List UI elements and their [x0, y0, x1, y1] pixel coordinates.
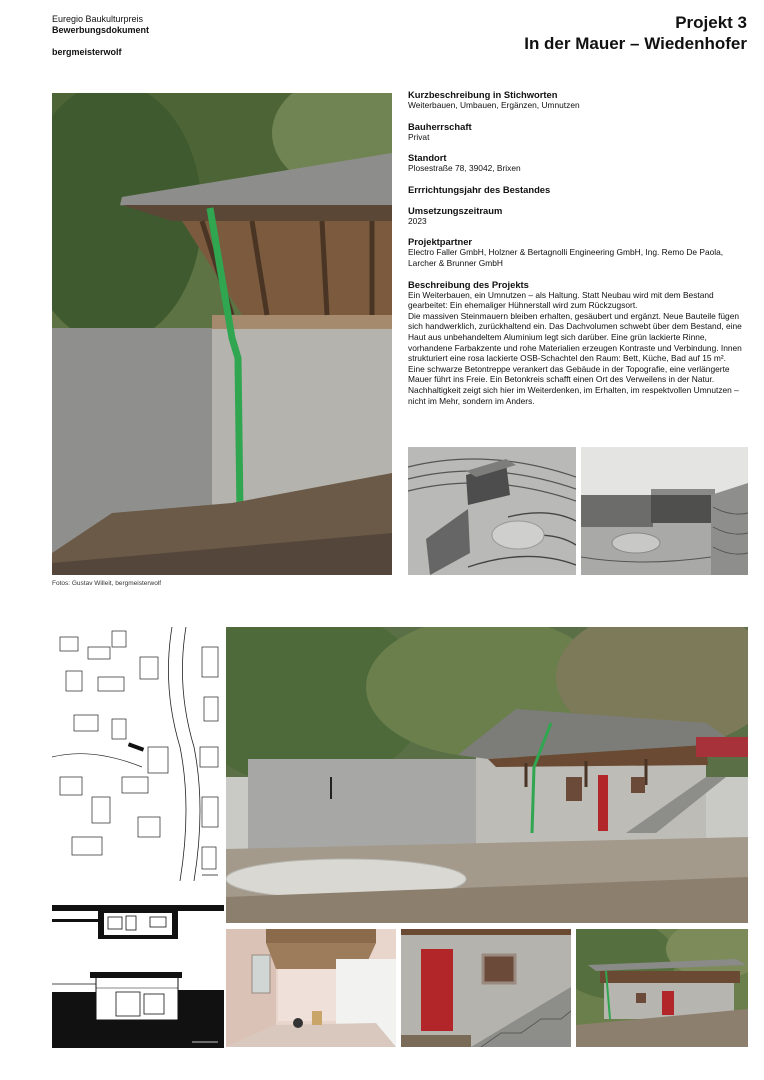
keywords-label: Kurzbeschreibung in Stichworten [408, 89, 558, 100]
section-drawing [52, 966, 224, 1048]
description-paragraph-2: Die massiven Steinmauern bleiben erhalten, gesäubert und ergänzt. Neue Bauteile fügen sich handwerklich, zurückhaltend ein. Das Dachvolumen schwebt über dem Bestand, eine Haut aus unbehandeltem Aluminium legt sich darüber. Eine grün lackierte Rinne, vorhandene Farbakzente und rohe Materialien erzeugen Kontraste und Verbindung. Innen strukturiert eine rosa lackierte OSB-Schachtel den Raum: Bett, Küche, Bad auf 15 m². Eine schwarze Betontreppe verankert das Gebäude in der Topografie, eine verlängerte Mauer führt ins Freie. Ein Betonkreis schafft einen Ort des Verweilens in der Natur. [408, 310, 742, 385]
model-photo-2 [581, 447, 748, 575]
period-label: Umsetzungszeitraum [408, 204, 503, 216]
floor-plan [52, 905, 224, 947]
site-plan [52, 627, 224, 881]
main-photo-shed [52, 93, 392, 575]
period-value: 2023 [408, 215, 427, 226]
partners-value: Electro Faller GmbH, Holzner & Bertagnolli Engineering GmbH, Ing. Remo De Paola, Larcher & Brunner GmbH [408, 247, 724, 268]
architect-name: bergmeisterwolf [52, 47, 122, 57]
location-value: Plosestraße 78, 39042, Brixen [408, 163, 521, 174]
model-photo-1 [408, 447, 576, 575]
project-title: In der Mauer – Wiedenhofer [524, 34, 747, 53]
header-org [52, 14, 149, 36]
client-label: Bauherrschaft [408, 120, 472, 132]
exterior-photo-small [576, 929, 748, 1047]
org-line-1: Euregio Baukulturpreis [52, 14, 144, 24]
description-paragraph-3: Nachhaltigkeit zeigt sich hier im Weiterdenken, im Erhalten, im respektvollen Umnutzen – nicht im Mehr, sondern im Anders. [408, 384, 739, 406]
description-label: Beschreibung des Projekts [408, 278, 529, 290]
site-photo-large [226, 627, 748, 923]
project-info [408, 89, 744, 406]
photo-credit: Fotos: Gustav Willeit, bergmeisterwolf [52, 580, 162, 587]
project-number: Projekt 3 [675, 13, 747, 32]
partners-label: Projektpartner [408, 236, 473, 248]
interior-photo [226, 929, 396, 1047]
client-value: Privat [408, 131, 430, 142]
org-line-2: Bewerbungsdokument [52, 25, 150, 35]
construction-year-label: Errrichtungsjahr des Bestandes [408, 183, 551, 195]
facade-photo [401, 929, 571, 1047]
keywords-value: Weiterbauen, Umbauen, Ergänzen, Umnutzen [408, 100, 580, 110]
location-label: Standort [408, 152, 447, 164]
description-paragraph-1: Ein Weiterbauen, ein Umnutzen – als Haltung. Statt Neubau wird mit dem Bestand gearbeitet: Ein ehemaliger Hühnerstall wird zum Rückzugsort. [408, 289, 714, 311]
